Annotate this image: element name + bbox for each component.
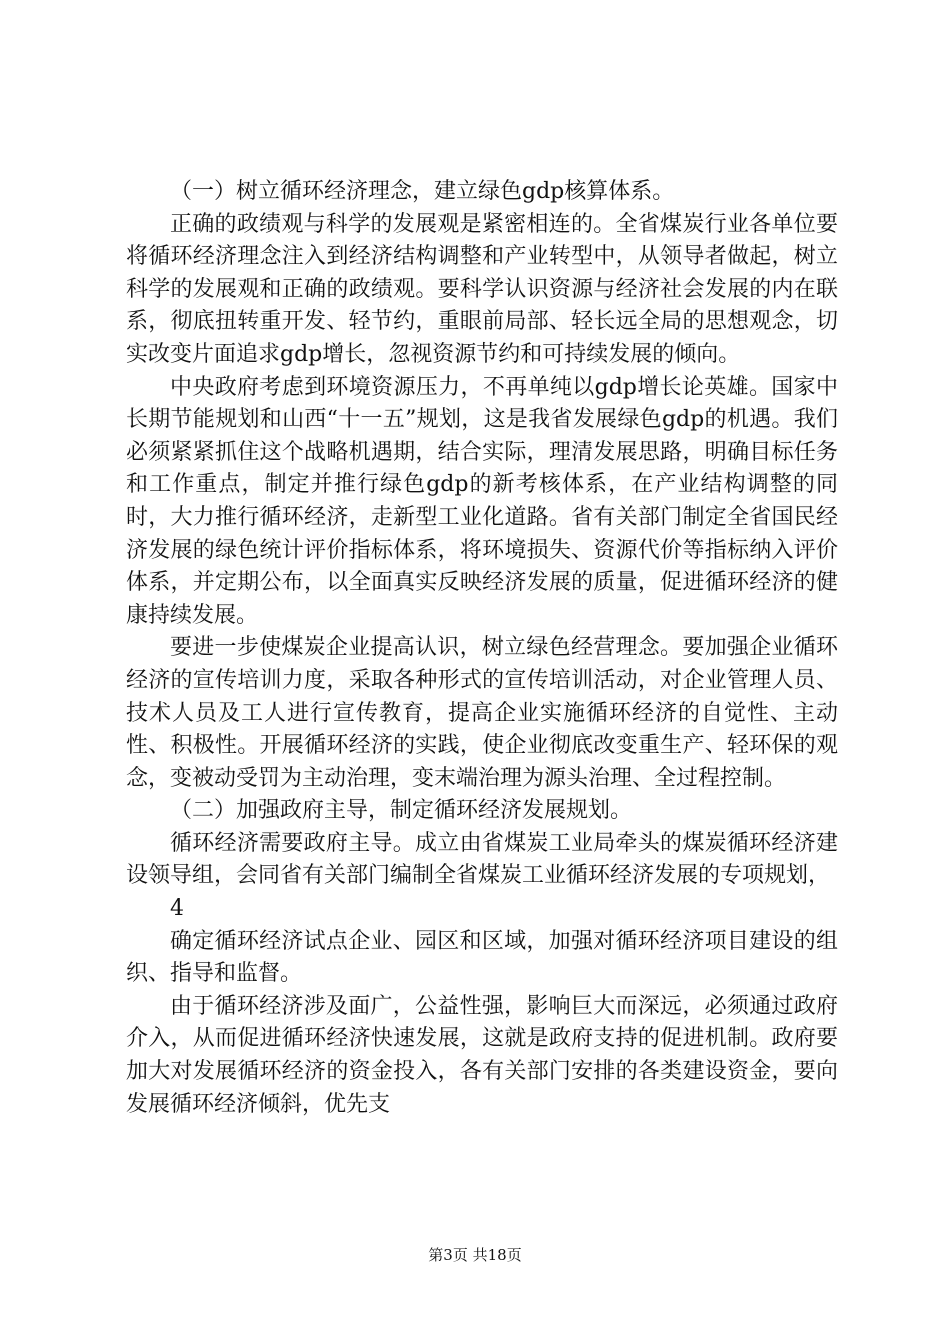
page-footer: 第3页 共18页 [428,1246,522,1264]
paragraph: 由于循环经济涉及面广，公益性强，影响巨大而深远，必须通过政府介入，从而促进循环经济快速发展，这就是政府支持的促进机制。政府要加大对发展循环经济的资金投入，各有关部门安排的各类建设资金，要向发展循环经济倾斜，优先支 [126,993,838,1117]
paragraph: 循环经济需要政府主导。成立由省煤炭工业局牵头的煤炭循环经济建设领导组，会同省有关部门编制全省煤炭工业循环经济发展的专项规划， [126,830,838,889]
paragraph: 中央政府考虑到环境资源压力，不再单纯以gdp增长论英雄。国家中长期节能规划和山西“十一五”规划，这是我省发展绿色gdp的机遇。我们必须紧紧抓住这个战略机遇期，结合实际，理清发展思路，明确目标任务和工作重点，制定并推行绿色gdp的新考核体系，在产业结构调整的同时，大力推行循环经济，走新型工业化道路。省有关部门制定全省国民经济发展的绿色统计评价指标体系，将环境损失、资源代价等指标纳入评价体系，并定期公布，以全面真实反映经济发展的质量，促进循环经济的健康持续发展。 [126,374,838,628]
document-body [126,176,838,1121]
paragraph-section-heading-2: （二）加强政府主导，制定循环经济发展规划。 [170,798,633,824]
paragraph: 要进一步使煤炭企业提高认识，树立绿色经营理念。要加强企业循环经济的宣传培训力度，采取各种形式的宣传培训活动，对企业管理人员、技术人员及工人进行宣传教育，提高企业实施循环经济的自觉性、主动性、积极性。开展循环经济的实践，使企业彻底改变重生产、轻环保的观念，变被动受罚为主动治理，变末端治理为源头治理、全过程控制。 [126,635,838,791]
paragraph: 正确的政绩观与科学的发展观是紧密相连的。全省煤炭行业各单位要将循环经济理念注入到经济结构调整和产业转型中，从领导者做起，树立科学的发展观和正确的政绩观。要科学认识资源与经济社会发展的内在联系，彻底扭转重开发、轻节约，重眼前局部、轻长远全局的思想观念，切实改变片面追求gdp增长，忽视资源节约和可持续发展的倾向。 [126,211,838,367]
paragraph-section-heading-1: （一）树立循环经济理念，建立绿色gdp核算体系。 [170,179,675,204]
inline-number: 4 [170,896,184,922]
paragraph: 确定循环经济试点企业、园区和区域，加强对循环经济项目建设的组织、指导和监督。 [126,928,838,987]
